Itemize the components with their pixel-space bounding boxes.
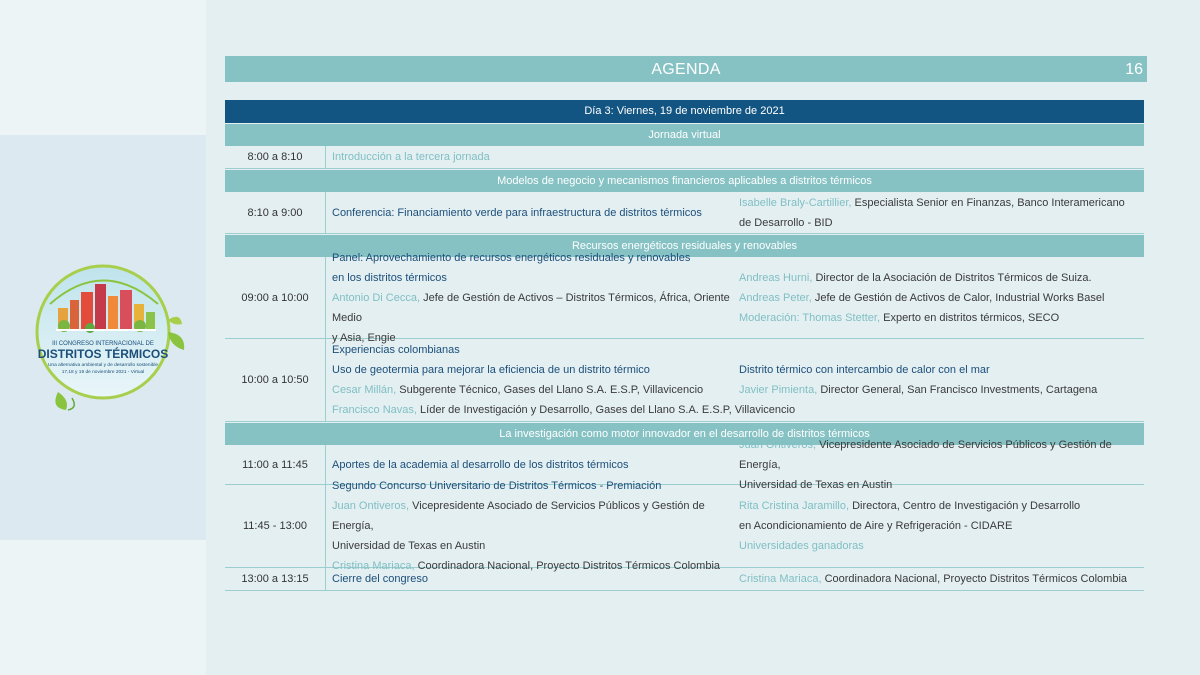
speaker [739, 569, 1144, 589]
row-description [326, 480, 735, 572]
row-speakers [735, 192, 1144, 233]
section-header: La investigación como motor innovador en el desarrollo de distritos térmicos [225, 422, 1144, 445]
speaker-role: Vicepresidente Asociado de Servicios Públicos y Gestión de Energía, [739, 438, 1112, 471]
speaker [739, 435, 1144, 475]
speaker [332, 400, 796, 420]
row-description [326, 568, 735, 590]
agenda-table [225, 100, 1144, 591]
row-time: 13:00 a 13:15 [225, 568, 326, 590]
speaker-role: Directora, Centro de Investigación y Desarrollo [852, 500, 1081, 512]
row-right-title: Distrito térmico con intercambio de calor con el mar [739, 364, 990, 376]
row-speakers [735, 257, 1144, 338]
speaker-role: Coordinadora Nacional, Proyecto Distritos Térmicos Colombia [417, 560, 721, 572]
speaker-role: Vicepresidente Asociado de Servicios Públicos y Gestión de Energía, [332, 500, 705, 532]
page-number: 16 [1125, 61, 1143, 78]
row-speakers [735, 438, 1144, 491]
speaker [332, 288, 735, 328]
speaker-role-cont: Universidad de Texas en Austin [739, 478, 893, 491]
row-description [326, 146, 735, 168]
speaker-name: Cristina Mariaca, [332, 560, 415, 572]
left-panel [0, 0, 206, 675]
row-time: 8:10 a 9:00 [225, 192, 326, 233]
row-time: 11:00 a 11:45 [225, 445, 326, 484]
speaker-name: Francisco Navas, [332, 404, 417, 416]
logo-line2: DISTRITOS TÉRMICOS [37, 347, 169, 361]
speaker-name: Moderación: Thomas Stetter, [739, 311, 881, 324]
left-panel-bottom [0, 540, 206, 675]
speaker-role: Especialista Senior en Finanzas, Banco Interamericano [854, 196, 1125, 209]
speaker-role: Experto en distritos térmicos, SECO [883, 311, 1060, 324]
speaker-name: Juan Ontiveros, [739, 438, 817, 451]
row-description [326, 192, 735, 233]
agenda-row [225, 480, 1144, 572]
speaker [332, 380, 735, 400]
speaker-role: Líder de Investigación y Desarrollo, Gases del Llano S.A. E.S.P, Villavicencio [420, 404, 796, 416]
speaker-role-cont: de Desarrollo - BID [739, 216, 833, 229]
speaker-role-cont: Universidad de Texas en Austin [332, 540, 486, 552]
day-header: Día 3: Viernes, 19 de noviembre de 2021 [225, 100, 1144, 123]
speaker-name: Andreas Hurni, [739, 271, 813, 284]
speaker [739, 288, 1144, 308]
row-time: 09:00 a 10:00 [225, 257, 326, 338]
speaker-role: Director General, San Francisco Investments, Cartagena [820, 384, 1098, 396]
speaker [332, 496, 735, 536]
row-title-cont: en los distritos térmicos [332, 271, 447, 284]
row-speakers [735, 339, 1144, 421]
row-speakers [735, 485, 1144, 567]
speaker-role: Jefe de Gestión de Activos de Calor, Industrial Works Basel [814, 291, 1105, 304]
agenda-row [225, 568, 1144, 591]
speaker-name: Cristina Mariaca, [739, 573, 822, 585]
speaker [739, 193, 1144, 213]
left-panel-top [0, 0, 206, 135]
row-title: Introducción a la tercera jornada [332, 151, 490, 163]
logo-line1: III CONGRESO INTERNACIONAL DE [52, 341, 154, 347]
row-title: Panel: Aprovechamiento de recursos energéticos residuales y renovables [332, 251, 691, 264]
speaker-role: Coordinadora Nacional, Proyecto Distritos Térmicos Colombia [824, 573, 1128, 585]
speaker-role-cont: y Asia, Engie [332, 331, 396, 344]
speaker-name: Antonio Di Cecca, [332, 291, 421, 304]
speaker-role: Director de la Asociación de Distritos Térmicos de Suiza. [815, 271, 1092, 284]
row-time: 8:00 a 8:10 [225, 146, 326, 168]
logo-line4: 17,18 y 19 de noviembre 2021 - Virtual [61, 370, 145, 375]
agenda-row [225, 251, 1144, 344]
row-title: Uso de geotermia para mejorar la eficiencia de un distrito térmico [332, 364, 650, 376]
speaker-role: Subgerente Técnico, Gases del Llano S.A. E.S.P, Villavicencio [399, 384, 704, 396]
agenda-row [225, 146, 1144, 169]
page-title: AGENDA [651, 61, 721, 78]
speaker [739, 268, 1144, 288]
row-time: 10:00 a 10:50 [225, 339, 326, 421]
speaker-role-cont: en Acondicionamiento de Aire y Refrigeración - CIDARE [739, 520, 1013, 532]
speaker [739, 496, 1144, 516]
speaker-name: Rita Cristina Jaramillo, [739, 500, 850, 512]
row-speakers [735, 568, 1144, 590]
section-header: Jornada virtual [225, 123, 1144, 146]
agenda-title-bar [225, 56, 1147, 82]
speaker-role: Jefe de Gestión de Activos – Distritos Térmicos, África, Oriente Medio [332, 291, 730, 324]
row-time: 11:45 - 13:00 [225, 485, 326, 567]
agenda-row [225, 339, 1144, 422]
logo-line3: Una alternativa ambiental y de desarrollo sostenible [47, 363, 159, 368]
row-title: Segundo Concurso Universitario de Distritos Térmicos - Premiación [332, 480, 662, 492]
agenda-row [225, 192, 1144, 234]
speaker [739, 380, 1144, 400]
row-description [326, 251, 735, 344]
row-speakers [735, 146, 1144, 168]
speaker-name: Javier Pimienta, [739, 384, 818, 396]
speaker-name: Isabelle Braly-Cartillier, [739, 196, 852, 209]
section-header: Modelos de negocio y mecanismos financieros aplicables a distritos térmicos [225, 169, 1144, 192]
row-title: Conferencia: Financiamiento verde para infraestructura de distritos térmicos [332, 206, 702, 219]
speaker-name: Universidades ganadoras [739, 540, 864, 552]
speaker-name: Andreas Peter, [739, 291, 812, 304]
speaker-name: Juan Ontiveros, [332, 500, 410, 512]
section-header: Recursos energéticos residuales y renovables [225, 234, 1144, 257]
congress-logo [28, 262, 188, 412]
row-title: Cierre del congreso [332, 573, 428, 585]
row-heading: Experiencias colombianas [332, 344, 460, 356]
speaker [739, 308, 1144, 328]
row-title: Aportes de la academia al desarrollo de los distritos térmicos [332, 458, 629, 471]
speaker-name: Cesar Millán, [332, 384, 397, 396]
